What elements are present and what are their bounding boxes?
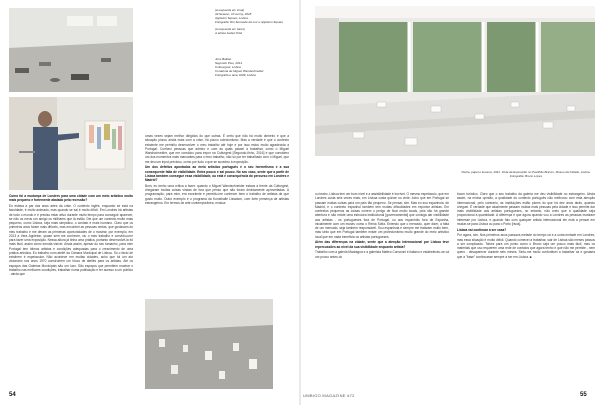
paragraph: Por agora, sim. Nos primeiros anos passava metade do tempo cá e a outra metade em Londres, mas essa situação é muito difícil. Quando comecei a trabalhar, sair de Lisboa são meses passos a ser complicado. Talvez para um ponto como o Bruno seja um pouco mais fácil, mas os materiais que uso requerem uma rede de contatos que agora tenho e que não me permite - nem quero - desaparecer durante seis meses. Sinto-me muito confortável a trabalhar cá e gostaria que a "base" continuasse sempre a ser em Lisboa. ■	[457, 233, 595, 259]
right-page-number: 55	[580, 392, 587, 398]
right-page	[301, 0, 600, 405]
paragraph: Trabalho com a galeria Madragoa e a galerista Matteo Consonni é italiano e estabeleceu-se cá um pouco antes do	[315, 250, 450, 259]
paragraph: Eu estava a par dos anos artes da crise. O contexto inglês, enquanto se está na faculdade, é muito animado, mas quando se sai é muito difícil. Em Londres há artistas de todo o mundo e é preciso estar ativo durante muito tempo para conseguir aparecer, se não os meus um amigo os millhares que lá estão. Dei que um contexto muito mais pequeno, como Lisboa, seja mais simpático, o contato é mais humano. Claro que os primeiros anos foram mais difíceis, mas encontrei as pessoas certas, que gostavam do meu trabalho e me deram as primeiras oportunidades de o mostrar, por exemplo, em 2013 a Vera Appleton, quase sem me conhecer, viu o meu trabalho e convidou-me para fazer uma exposição. Nessa altura já tinha uma prática, portanto desenvolvê-la foi mais fácil, assim como tornála visível. Ainda assim, apesar do seu tamanho, para mim Portugal tem ótimos artistas e condições adequadas para o crescimento de uma prática artística. Eu trabalho num ateliê da Câmara Municipal de Lisboa. Só o facto de existirem é espetacular. Não acontece em muitas cidades, acho que foi um ato visionário nos anos 1970 construírem um bloco de ateliês para os artistas. Até os espaços das Galerias Municipais são um luxo. São espaços que permitem mostrar o trabalho nas melhores condições, trabalhar numa publicação e ter acesso a um público - ainda que	[9, 204, 133, 277]
magazine-footer: UMBIGO MAGAZINE #72	[303, 393, 355, 398]
installation-caption: Jens Balkan Segundo Piso, 2014 Cultuurgest, Lisboa Curadoria de Miguel Wandschneider Fotografia e aina, DMF, Lisboa	[215, 57, 264, 77]
artist-photo	[9, 97, 133, 190]
left-page	[0, 0, 299, 405]
left-column-1	[9, 194, 133, 278]
paragraph: ou teatro, Lisboa tem um bom nível e a assistibilidade é incrível. O mesmo espetáculo, que em Londres custa seis vezes mais, em Lisboa custa quinze ou vinte. Acho que em Portugal se passam muitas coisas para um país tão pequeno. Se pensar, sim. Mas eu sou espanhola, de Madrid, e o contexto espanhol também tem muitas dificuldades em exportar artistas. Em contextos pequenos as coisas correm o perigo de ficar muito locais, pois não há grande abertura e não existe uma estrutura institucional [governamental] que consiga dar visibilidade aos artistas - os portugueses fora de Portugal, ou aos espanhóis fora de Espanha, inicialmente com um museu como o Reina Sofía. Entendo que o mercado, quer dizer, a falta de um mercado, seja também responsável. Sou espanhola e sempre me trataram muito bem, mas sinto que em Portugal também existe um protecionismo muito grande do meio artístico local que em nada beneficia os artistas portugueses.	[315, 192, 449, 239]
left-page-number: 54	[9, 392, 16, 398]
question: Como foi a mudança de Londres para uma cidade com um meio artístico muito mais pequeno e fortemente abalado pela recessão?	[9, 194, 133, 203]
paragraph: boom turístico. Claro que o seu trabalho da galeria me deu visibilidade no estrangeiro. Ainda assim, na minha opinião, a qualidade do contexto português não melhorou com esta atenção internacional, pelo contrário, as instituições estão piores do que há dez anos atrás, quando cheguei. É verdade que atualmente passam muitas mais pessoas pela cidade e isso permite dar mais visibilidade aos artistas portugueses, no entanto, não creio que a qualidade seja proporcional à quantidade. A diferença é que agora quando vou a Londres as pessoas mostram interesse por Lisboa, e quando falo com qualquer artista internacional ele está a pensar em mudar-se para Lisboa ou para o Porto [risos].	[457, 192, 595, 226]
exhibition-photo	[9, 8, 133, 92]
question: Um dos defeitos apontados ao meio artístico português é o seu hermetismo e a sua consequente falta de visibilidade. Entra pouco e sai pouco. No seu caso, sente que a partir de Lisboa também consegue essa visibilidade, ou está é consequência do percurso em Londres e Madrid?	[145, 165, 290, 183]
gallery-photo	[145, 299, 273, 389]
pavilion-exhibition-photo	[315, 6, 595, 156]
right-column-2	[457, 192, 595, 261]
paragraph: umas vezes sejam melhor dirigidos do que outras. É certo que não há muito dinheiro e que a situação piorou ainda mais com a crise, há pouco colecionismo. Mas a verdade é que o contexto existente me permitiu desenvolver o meu trabalho até hoje e por isso estou muito agradecida a Portugal. Conheci pessoas que admiro e com as quais passei a trabalhar, como o Miguel Wandschneider, que me convidou para expor na Culturgest [Segundo-finho, 2016] e que considero um dos momentos mais marcantes para o meu trabalho, não só por ter trabalhado com o Miguel, que me deu um input precioso, como por tudo o que se sucedeu à exposição.	[145, 134, 289, 164]
pavilion-caption: Pedra, papel e tesoura, 2011. Vista da Exposição no Pavilhão Branco, Museu da Cidade, Lisboa. Fotografia: Bruno Lopes	[461, 170, 591, 178]
question: Lisboa vai continuar a ser casa?	[457, 227, 507, 232]
question: Além das diferenças na cidade, sente que a atenção internacional por Lisboa teve repercussões ao nível da sua visibilidade enquanto artista?	[315, 240, 449, 249]
exhibition-caption: (à esquerda em cima) All Season, 10 sunny, 2018. Appleton Square, Lisboa. Fotografia: Rui Serrasde da Luz e Appleton Square (à esquerda em baixo) A artista Isabel Ortel	[215, 8, 284, 36]
paragraph: Bom, eu tenho uma crítica a fazer: quando o Miguel Wandschneider estava à frente da Culturgest, chegaram muitas coisas vindas de fora que penso que não foram devidamente aproveitadas. A programação, para mim, era excelente e permitiu-me conhecer bem o trabalho de artistas de que gosto muito. Outro exemplo é o programa da Kunsthalle Lissabon, com forte presença de artistas estrangeiros. Em termos de arte contemporânea, música	[145, 183, 289, 205]
left-column-2	[145, 134, 289, 207]
right-column-1	[315, 192, 449, 261]
